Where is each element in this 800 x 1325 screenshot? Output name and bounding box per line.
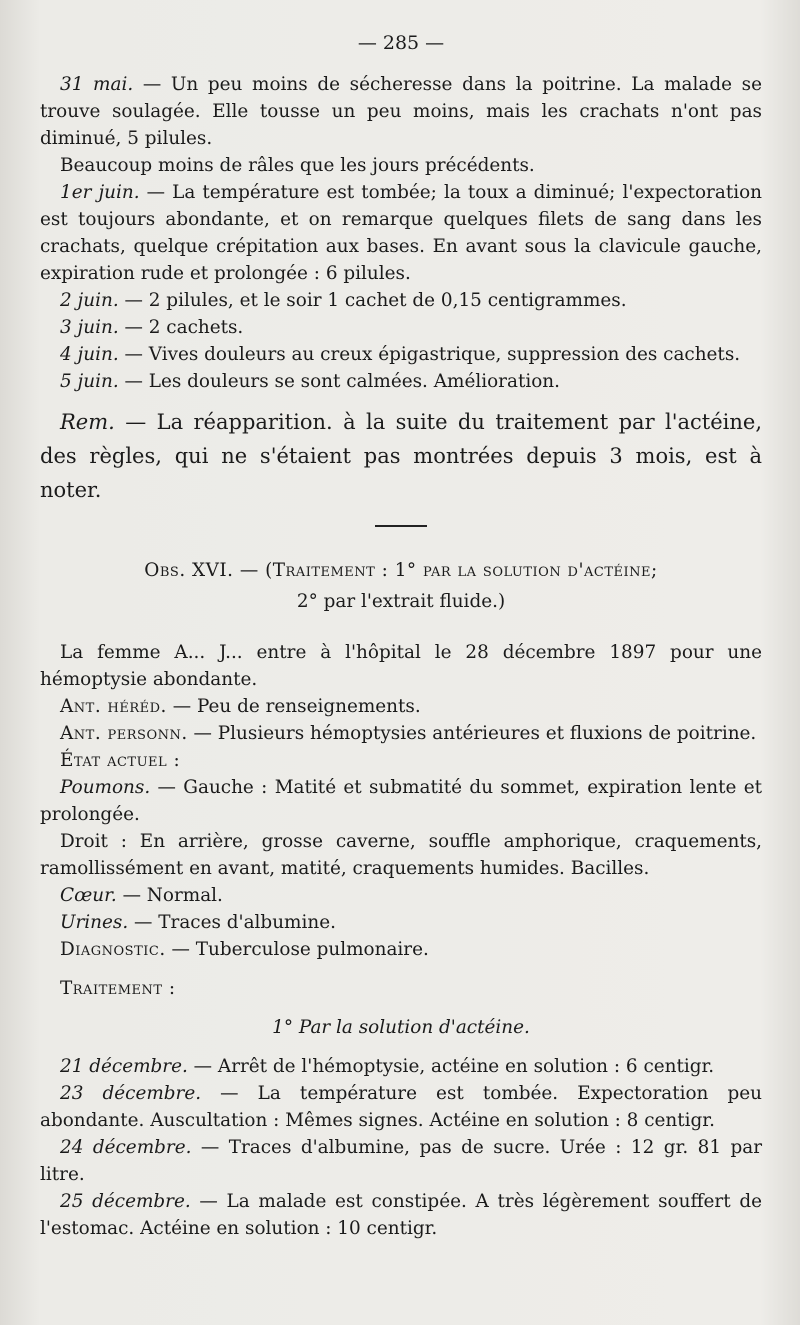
entry-date: 21 décembre. xyxy=(60,1056,188,1077)
entry-text: — Un peu moins de sécheresse dans la poitrine. La malade se trouve soulagée. Elle tousse un peu moins, mais les crachats n'ont pas diminué, 5 pilules. xyxy=(40,74,762,149)
field-urines xyxy=(40,909,762,936)
entry-date: 23 décembre. xyxy=(60,1083,202,1104)
entry-date: 5 juin. xyxy=(60,371,119,392)
treatment-subheading: 1° Par la solution d'actéine. xyxy=(272,1017,530,1038)
entry-date: 4 juin. xyxy=(60,344,119,365)
entry-date: 1er juin. xyxy=(60,182,140,203)
entry-text: Beaucoup moins de râles que les jours précédents. xyxy=(60,155,535,176)
field-poumons xyxy=(40,774,762,828)
field-etat-actuel xyxy=(40,747,762,774)
field-label: Urines. xyxy=(60,912,129,933)
observation-title-line-2: 2° par l'extrait fluide.) xyxy=(296,591,506,612)
entry-2-juin xyxy=(40,287,762,314)
entry-23-decembre xyxy=(40,1080,762,1134)
entry-date: 24 décembre. xyxy=(60,1137,192,1158)
entry-text: — 2 pilules, et le soir 1 cachet de 0,15 centigrammes. xyxy=(118,290,627,311)
field-text: — Gauche : Matité et submatité du sommet, expiration lente et prolongée. xyxy=(40,777,762,825)
page-number: — 285 — xyxy=(357,32,445,54)
remark-label: Rem. xyxy=(60,410,115,434)
field-label: Ant. héréd. xyxy=(60,696,167,717)
entry-4-juin xyxy=(40,341,762,368)
entry-text: — Vives douleurs au creux épigastrique, suppression des cachets. xyxy=(118,344,741,365)
field-coeur xyxy=(40,882,762,909)
entry-date: 2 juin. xyxy=(60,290,119,311)
treatment-label: Traitement : xyxy=(60,978,176,999)
field-label: Cœur. xyxy=(60,885,117,906)
spacer xyxy=(40,1002,762,1014)
observation-title-line-1: Obs. XVI. — (Traitement : 1° par la solution d'actéine; xyxy=(144,560,658,581)
section-divider xyxy=(375,525,427,527)
field-droit xyxy=(40,828,762,882)
entry-text: — La température est tombée. Expectoration peu abondante. Auscultation : Mêmes signes. Actéine en solution : 8 centigr. xyxy=(40,1083,762,1131)
entry-21-decembre xyxy=(40,1053,762,1080)
entry-text: — Traces d'albumine, pas de sucre. Urée : 12 gr. 81 par litre. xyxy=(40,1137,762,1185)
remark-paragraph xyxy=(40,405,762,507)
field-ant-personn xyxy=(40,720,762,747)
entry-text: — Arrêt de l'hémoptysie, actéine en solution : 6 centigr. xyxy=(187,1056,715,1077)
field-text: — Normal. xyxy=(116,885,223,906)
entry-3-juin xyxy=(40,314,762,341)
entry-31-mai xyxy=(40,71,762,152)
page-content xyxy=(40,30,762,1242)
entry-24-decembre xyxy=(40,1134,762,1188)
field-label: Ant. personn. xyxy=(60,723,188,744)
entry-text: — 2 cachets. xyxy=(118,317,244,338)
remark-text: — La réapparition. à la suite du traitement par l'actéine, des règles, qui ne s'étaient pas montrées depuis 3 mois, est à noter. xyxy=(40,410,762,502)
entry-rales xyxy=(40,152,762,179)
entry-text: — La température est tombée; la toux a diminué; l'expectoration est toujours abondante, et on remarque quelques filets de sang dans les crachats, quelque crépitation aux bases. En avant sous la clavicule gauche, expiration rude et prolongée : 6 pilules. xyxy=(40,182,763,284)
entry-date: 31 mai. xyxy=(60,74,134,95)
field-label: Poumons. xyxy=(60,777,151,798)
entry-1-juin xyxy=(40,179,762,287)
field-text: — Peu de renseignements. xyxy=(166,696,421,717)
observation-intro: La femme A... J... entre à l'hôpital le 28 décembre 1897 pour une hémoptysie abondante. xyxy=(40,642,762,690)
field-ant-hered xyxy=(40,693,762,720)
entry-text: — Les douleurs se sont calmées. Amélioration. xyxy=(118,371,560,392)
field-text: — Traces d'albumine. xyxy=(128,912,336,933)
spacer xyxy=(40,1041,762,1053)
field-label: État actuel : xyxy=(60,750,181,771)
observation-title xyxy=(40,555,762,617)
entry-text: — La malade est constipée. A très légèrement souffert de l'estomac. Actéine en solution : 10 centigr. xyxy=(40,1191,762,1239)
field-diagnostic xyxy=(40,936,762,963)
field-text: — Tuberculose pulmonaire. xyxy=(165,939,429,960)
entry-date: 25 décembre. xyxy=(60,1191,191,1212)
field-text: — Plusieurs hémoptysies antérieures et fluxions de poitrine. xyxy=(187,723,757,744)
entry-25-decembre xyxy=(40,1188,762,1242)
entry-5-juin xyxy=(40,368,762,395)
spacer xyxy=(40,963,762,975)
field-text: Droit : En arrière, grosse caverne, souffle amphorique, craquements, ramollissément en avant, matité, craquements humides. Bacilles. xyxy=(40,831,762,879)
entry-date: 3 juin. xyxy=(60,317,119,338)
field-label: Diagnostic. xyxy=(60,939,166,960)
